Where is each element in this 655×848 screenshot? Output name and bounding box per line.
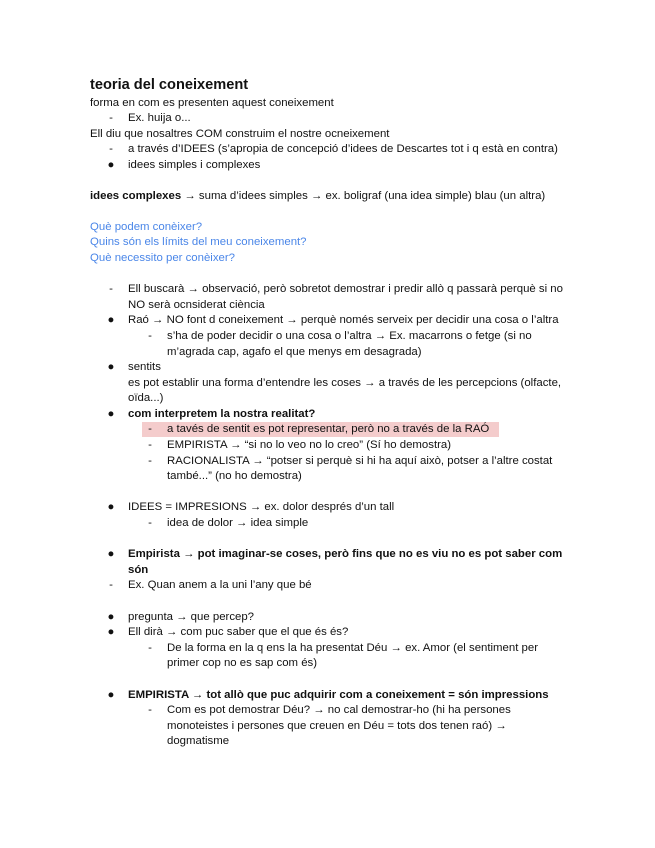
dash-marker: - [109, 283, 113, 295]
question-line: Quins són els límits del meu coneixement? [90, 236, 307, 248]
list-item-continuation: són [128, 564, 149, 576]
list-item-continuation: es pot establir una forma d’entendre les coses → a través de les percepcions (olfacte, [128, 377, 562, 389]
list-item-continuation: monoteistes i persones que creuen en Déu = tots dos tenen raó) → [167, 720, 507, 732]
dash-marker: - [148, 423, 152, 435]
paragraph: forma en com es presenten aquest coneixement [90, 97, 334, 109]
list-item: s’ha de poder decidir o una cosa o l’altra → Ex. macarrons o fetge (si no [167, 330, 532, 342]
list-item: a través d’IDEES (s’apropia de concepció d’idees de Descartes tot i q està en contra) [128, 143, 558, 155]
list-item-continuation: m’agrada cap, agafo el que menys em desagrada) [167, 346, 422, 358]
list-item-continuation: també...” (no ho demostra) [167, 470, 302, 482]
list-item: sentits [128, 361, 161, 373]
list-item: pregunta → que percep? [128, 611, 255, 623]
dash-marker: - [109, 143, 113, 155]
list-item: Ell buscarà → observació, però sobretot demostrar i predir allò q passarà perquè si no [128, 283, 563, 295]
bold-term: idees complexes [90, 190, 182, 202]
highlighted-text: a tavés de sentit es pot representar, però no a través de la RAÓ [167, 423, 490, 435]
list-item: idea de dolor → idea simple [167, 517, 309, 529]
dash-marker: - [148, 642, 152, 654]
paragraph-text: → suma d’idees simples → ex. boligraf (una idea simple) blau (un altra) [181, 190, 546, 202]
list-item-continuation: primer cop no es sap com és) [167, 657, 318, 669]
bullet-marker: ● [107, 314, 115, 326]
question-line: Què podem conèixer? [90, 221, 203, 233]
dash-marker: - [148, 704, 152, 716]
list-item: RACIONALISTA → “potser si perquè si hi ha aquí això, potser a l’altre costat [167, 455, 553, 467]
list-item-continuation: dogmatisme [167, 735, 230, 747]
dash-marker: - [109, 579, 113, 591]
list-item: com interpretem la nostra realitat? [128, 408, 316, 420]
dash-marker: - [109, 112, 113, 124]
list-item: EMPIRISTA → tot allò que puc adquirir com a coneixement = són impressions [128, 689, 549, 701]
list-item: Empirista → pot imaginar-se coses, però fins que no es viu no es pot saber com [128, 548, 563, 560]
list-item: Ex. Quan anem a la uni l’any que bé [128, 579, 312, 591]
bullet-marker: ● [107, 408, 115, 420]
bullet-marker: ● [107, 501, 115, 513]
list-item: De la forma en la q ens la ha presentat Déu → ex. Amor (el sentiment per [167, 642, 539, 654]
list-item: Ex. huija o... [128, 112, 191, 124]
question-line: Què necessito per conèixer? [90, 252, 235, 264]
bullet-marker: ● [107, 159, 115, 171]
list-item: idees simples i complexes [128, 159, 261, 171]
list-item: Ell dirà → com puc saber que el que és és? [128, 626, 349, 638]
bullet-marker: ● [107, 548, 115, 560]
paragraph: Ell diu que nosaltres COM construim el nostre ocneixement [90, 128, 390, 140]
bullet-marker: ● [107, 611, 115, 623]
dash-marker: - [148, 517, 152, 529]
list-item: EMPIRISTA → “si no lo veo no lo creo” (Sí ho demostra) [167, 439, 452, 451]
doc-title: teoria del coneixement [90, 77, 249, 93]
dash-marker: - [148, 330, 152, 342]
list-item-continuation: NO serà ocnsiderat ciència [128, 299, 265, 311]
dash-marker: - [148, 439, 152, 451]
list-item: IDEES = IMPRESIONS → ex. dolor després d’un tall [128, 501, 395, 513]
paragraph [90, 189, 545, 204]
list-item: Raó → NO font d coneixement → perquè només serveix per decidir una cosa o l’altra [128, 314, 559, 326]
bullet-marker: ● [107, 361, 115, 373]
list-item-continuation: oïda...) [128, 392, 164, 404]
bullet-marker: ● [107, 689, 115, 701]
bullet-marker: ● [107, 626, 115, 638]
list-item: Com es pot demostrar Déu? → no cal demostrar-ho (hi ha persones [167, 704, 511, 716]
dash-marker: - [148, 455, 152, 467]
